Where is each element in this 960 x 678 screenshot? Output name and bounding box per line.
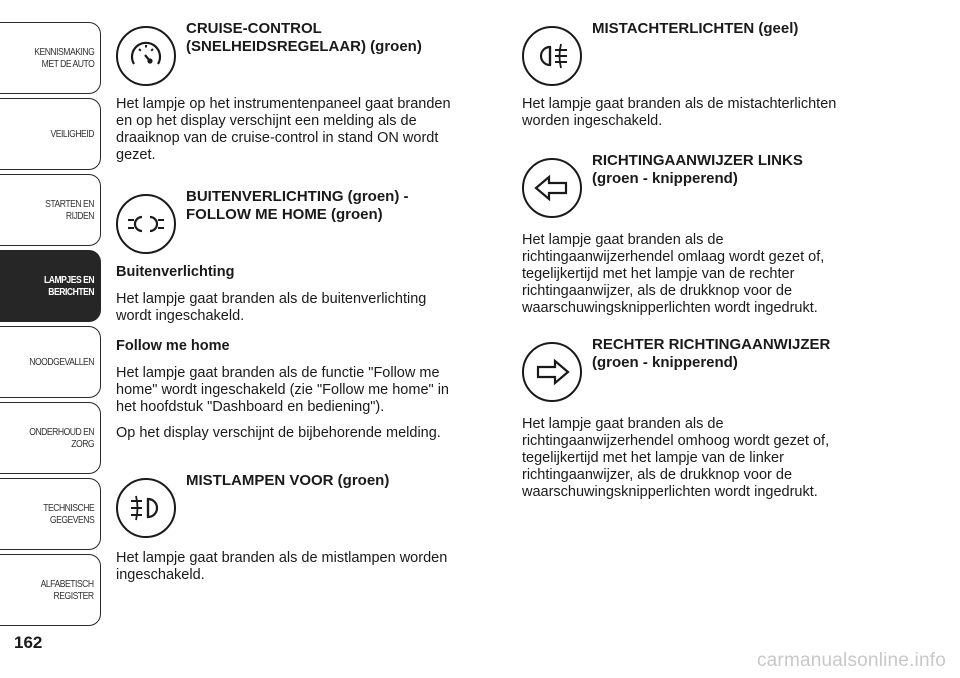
text-turn-signal-right: Het lampje gaat branden als de richtingaanwijzerhendel omhoog wordt gezet of, tegelijkertijd met het lampje van de linker richtingaanwijzer, als de drukknop voor de waarschuwingsknipperlichten wordt ingedrukt. <box>522 416 830 500</box>
heading-rear-fog-lights: MISTACHTERLICHTEN (geel) <box>592 20 799 37</box>
cruise-control-icon <box>116 26 176 86</box>
tab-starten-en-rijden[interactable] <box>0 174 101 246</box>
tab-label: ALFABETISCH REGISTER <box>41 578 94 602</box>
tab-label: VEILIGHEID <box>50 128 94 140</box>
rear-fog-light-icon <box>522 26 582 86</box>
tab-kennismaking[interactable] <box>0 22 101 94</box>
right-arrow-icon <box>522 342 582 402</box>
subheading-follow-me-home: Follow me home <box>116 338 230 354</box>
watermark: carmanualsonline.info <box>756 650 946 671</box>
tab-label: NOODGEVALLEN <box>29 356 94 368</box>
tab-label: TECHNISCHE GEGEVENS <box>42 502 94 526</box>
tab-onderhoud-en-zorg[interactable] <box>0 402 101 474</box>
tab-label: STARTEN EN RIJDEN <box>45 198 94 222</box>
tab-veiligheid[interactable] <box>0 98 101 170</box>
heading-turn-signal-left: RICHTINGAANWIJZER LINKS (groen - knipperend) <box>592 152 803 187</box>
section-turn-signal-right <box>522 336 902 501</box>
heading-front-fog-lights: MISTLAMPEN VOOR (groen) <box>186 472 390 489</box>
tab-lampjes-en-berichten[interactable] <box>0 250 101 322</box>
section-cruise-control <box>116 20 496 164</box>
section-front-fog-lights <box>116 472 496 584</box>
text-cruise-control: Het lampje op het instrumentenpaneel gaat branden en op het display verschijnt een melding als de draaiknop van de cruise-control in stand ON wordt gezet. <box>116 96 451 163</box>
tab-label: ONDERHOUD EN ZORG <box>29 426 94 450</box>
section-rear-fog-lights <box>522 20 902 130</box>
front-fog-light-icon <box>116 478 176 538</box>
subheading-buitenverlichting: Buitenverlichting <box>116 264 235 280</box>
heading-turn-signal-right: RECHTER RICHTINGAANWIJZER (groen - knipperend) <box>592 336 831 371</box>
tab-label: LAMPJES EN BERICHTEN <box>43 274 94 298</box>
exterior-lights-icon <box>116 194 176 254</box>
tab-noodgevallen[interactable] <box>0 326 101 398</box>
text-follow-me-home: Het lampje gaat branden als de functie "Follow me home" wordt ingeschakeld (zie "Follow me home" in het hoofdstuk "Dashboard en bediening"). <box>116 365 449 415</box>
section-turn-signal-left <box>522 152 902 317</box>
text-display-message: Op het display verschijnt de bijbehorende melding. <box>116 425 441 441</box>
text-rear-fog-lights: Het lampje gaat branden als de mistachterlichten worden ingeschakeld. <box>522 96 837 129</box>
text-buitenverlichting: Het lampje gaat branden als de buitenverlichting wordt ingeschakeld. <box>116 291 427 324</box>
tab-technische-gegevens[interactable] <box>0 478 101 550</box>
heading-exterior-lights: BUITENVERLICHTING (groen) - FOLLOW ME HOME (groen) <box>186 188 409 223</box>
text-front-fog-lights: Het lampje gaat branden als de mistlampen worden ingeschakeld. <box>116 550 448 583</box>
text-turn-signal-left: Het lampje gaat branden als de richtingaanwijzerhendel omlaag wordt gezet of, tegelijkertijd met het lampje van de rechter richtingaanwijzer, als de drukknop voor de waarschuwingsknipperlichten wordt ingedrukt. <box>522 232 825 316</box>
tab-alfabetisch-register[interactable] <box>0 554 101 626</box>
heading-cruise-control: CRUISE-CONTROL (SNELHEIDSREGELAAR) (groen) <box>186 20 422 55</box>
section-exterior-lights <box>116 188 496 442</box>
page-number: 162 <box>14 633 43 652</box>
tab-label: KENNISMAKING MET DE AUTO <box>33 46 94 70</box>
left-arrow-icon <box>522 158 582 218</box>
